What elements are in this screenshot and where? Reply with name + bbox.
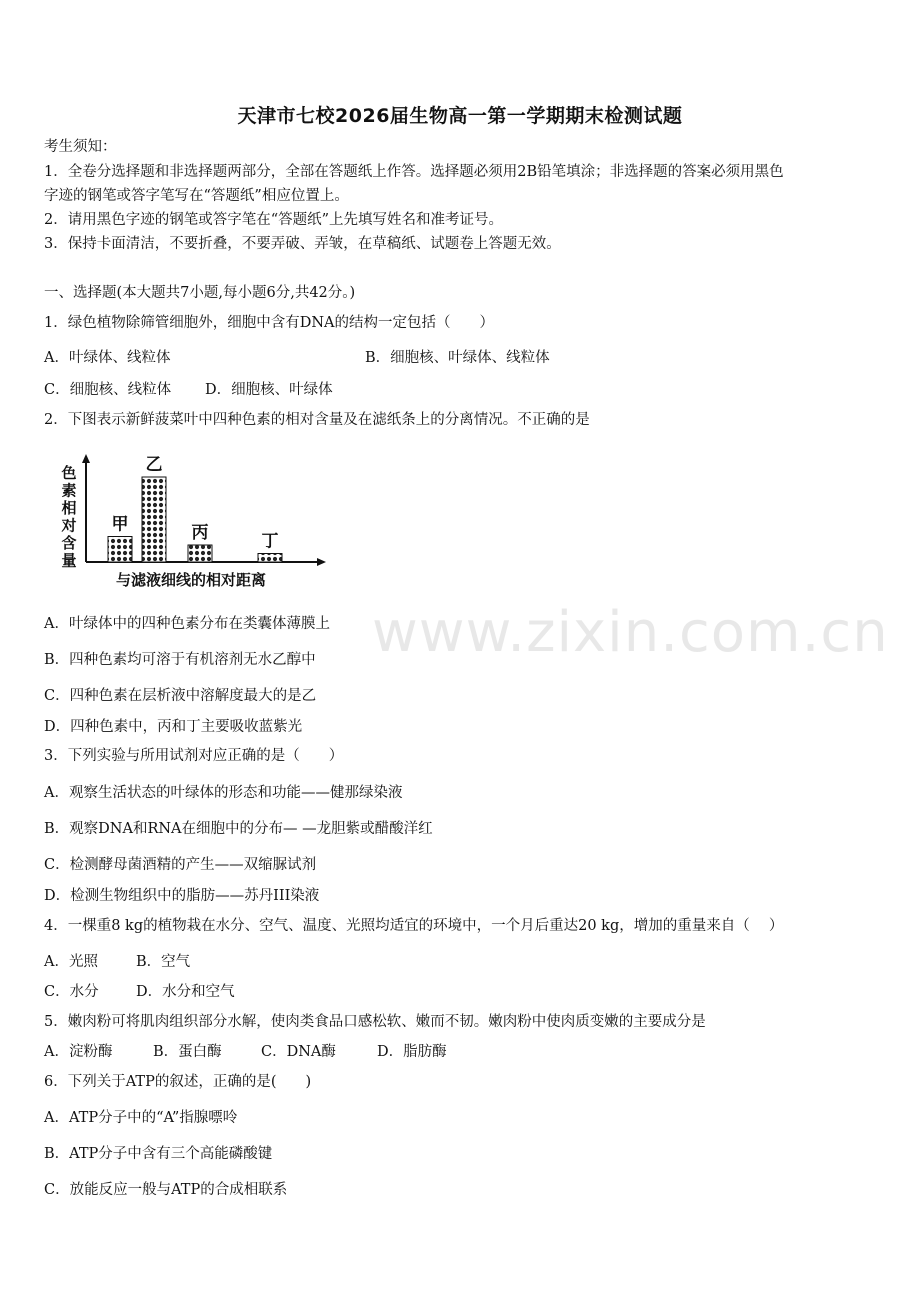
section-heading: 一、选择题(本大题共7小题,每小题6分,共42分。): [44, 285, 356, 301]
bar-1: [108, 537, 132, 563]
y-axis-label-text: 色素相对含量: [61, 464, 77, 570]
answer-option: B．ATP分子中含有三个高能磷酸键: [44, 1146, 273, 1162]
bar-2: [142, 477, 166, 562]
notice-item: 字迹的钢笔或答字笔写在“答题纸”相应位置上。: [44, 188, 349, 204]
answer-option: A．叶绿体、线粒体: [44, 350, 171, 366]
y-axis-arrow: [82, 454, 90, 463]
answer-option: B．四种色素均可溶于有机溶剂无水乙醇中: [44, 652, 316, 668]
question-stem: 6．下列关于ATP的叙述，正确的是( ): [44, 1074, 312, 1090]
answer-option: B．空气: [136, 954, 191, 970]
answer-option: A．淀粉酶: [44, 1044, 113, 1060]
answer-option: A．观察生活状态的叶绿体的形态和功能——健那绿染液: [44, 785, 403, 801]
bar-label: 甲: [111, 514, 129, 535]
answer-option: D．细胞核、叶绿体: [205, 382, 333, 398]
answer-option: D．脂肪酶: [377, 1044, 447, 1060]
question-stem: 5．嫩肉粉可将肌肉组织部分水解，使肉类食品口感松软、嫩而不韧。嫩肉粉中使肉质变嫩的主要成分是: [44, 1014, 706, 1030]
answer-option: C．DNA酶: [261, 1044, 336, 1060]
notice-item: 1．全卷分选择题和非选择题两部分，全部在答题纸上作答。选择题必须用2B铅笔填涂；非选择题的答案必须用黑色: [44, 164, 784, 180]
y-axis-label: [60, 464, 76, 570]
answer-option: B．观察DNA和RNA在细胞中的分布— —龙胆紫或醋酸洋红: [44, 821, 433, 837]
x-axis-label: 与滤液细线的相对距离: [116, 571, 267, 589]
answer-option: B．蛋白酶: [153, 1044, 222, 1060]
bar-4: [258, 554, 282, 563]
question-stem: 1．绿色植物除筛管细胞外，细胞中含有DNA的结构一定包括（ ）: [44, 315, 495, 331]
answer-option: D．四种色素中，丙和丁主要吸收蓝紫光: [44, 719, 303, 735]
answer-option: C．水分: [44, 984, 99, 1000]
question-stem: 3．下列实验与所用试剂对应正确的是（ ）: [44, 748, 344, 764]
answer-option: C．细胞核、线粒体: [44, 382, 172, 398]
page-title: 天津市七校2026届生物高一第一学期期末检测试题: [237, 105, 683, 127]
pigment-bar-chart: [56, 448, 336, 593]
question-stem: 4．一棵重8 kg的植物栽在水分、空气、温度、光照均适宜的环境中，一个月后重达20 kg，增加的重量来自（ ）: [44, 918, 784, 934]
answer-option: C．检测酵母菌酒精的产生——双缩脲试剂: [44, 857, 317, 873]
notice-item: 2．请用黑色字迹的钢笔或答字笔在“答题纸”上先填写姓名和准考证号。: [44, 212, 504, 228]
answer-option: D．水分和空气: [136, 984, 235, 1000]
bar-label: 丁: [261, 531, 279, 552]
notice-item: 3．保持卡面清洁，不要折叠，不要弄破、弄皱，在草稿纸、试题卷上答题无效。: [44, 236, 561, 252]
answer-option: C．四种色素在层析液中溶解度最大的是乙: [44, 688, 317, 704]
bar-3: [188, 545, 212, 562]
answer-option: A．叶绿体中的四种色素分布在类囊体薄膜上: [44, 616, 330, 632]
answer-option: A．光照: [44, 954, 98, 970]
answer-option: D．检测生物组织中的脂肪——苏丹III染液: [44, 888, 320, 904]
answer-option: C．放能反应一般与ATP的合成相联系: [44, 1182, 288, 1198]
question-stem: 2．下图表示新鲜菠菜叶中四种色素的相对含量及在滤纸条上的分离情况。不正确的是: [44, 412, 590, 428]
answer-option: A．ATP分子中的“A”指腺嘌呤: [44, 1110, 238, 1126]
answer-option: B．细胞核、叶绿体、线粒体: [365, 350, 550, 366]
bar-label: 丙: [191, 523, 209, 543]
watermark: www.zixin.com.cn: [372, 600, 889, 665]
x-axis-arrow: [317, 558, 326, 566]
bar-label: 乙: [145, 455, 163, 475]
notice-heading: 考生须知：: [44, 139, 117, 155]
